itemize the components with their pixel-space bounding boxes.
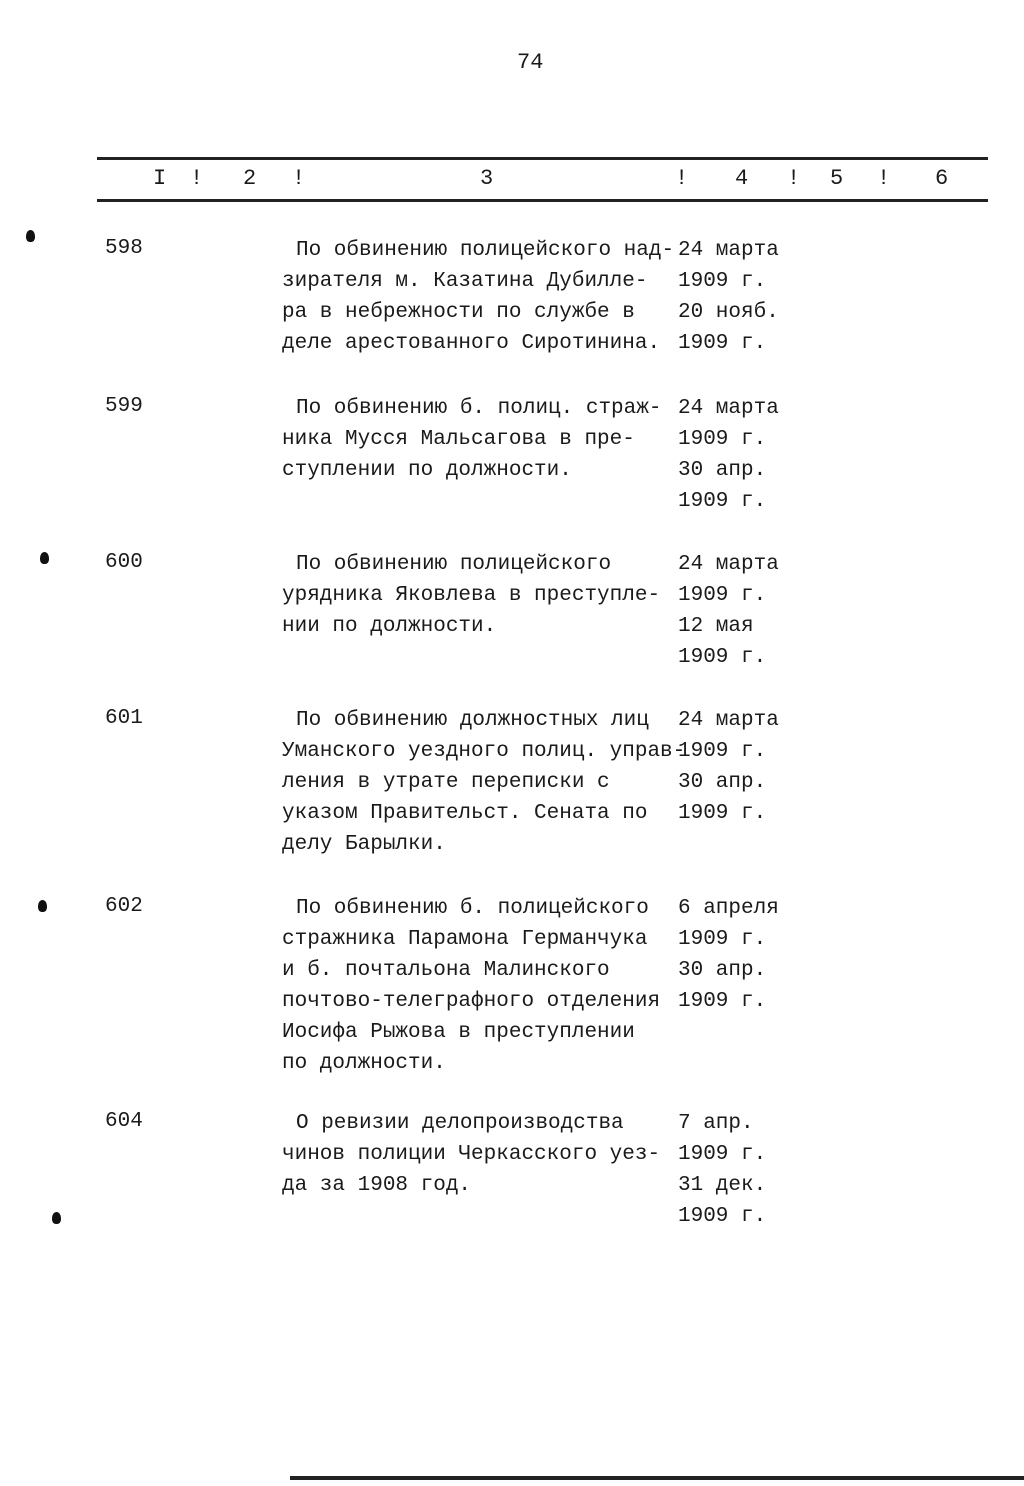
entry-description	[282, 893, 660, 1079]
date-line: 24 марта	[678, 397, 779, 420]
punch-hole-mark	[52, 1212, 61, 1224]
entry-number: 604	[105, 1110, 143, 1133]
entry-dates	[678, 1108, 766, 1232]
description-line: По обвинению полицейского	[296, 553, 612, 576]
entry-description	[282, 393, 661, 486]
date-line: 1909 г.	[678, 802, 767, 825]
punch-hole-mark	[40, 552, 49, 564]
entry-dates	[678, 393, 779, 517]
date-line: 30 апр.	[678, 771, 767, 794]
date-line: 6 апреля	[678, 897, 779, 920]
description-line: зирателя м. Казатина Дубилле-	[282, 270, 648, 293]
entry-dates	[678, 549, 779, 673]
description-line: указом Правительст. Сената по	[282, 802, 648, 825]
column-header: 5	[830, 166, 844, 191]
date-line: 1909 г.	[678, 270, 767, 293]
description-line: нии по должности.	[282, 615, 497, 638]
description-line: да за 1908 год.	[282, 1174, 472, 1197]
date-line: 1909 г.	[678, 428, 767, 451]
column-header: 2	[243, 166, 257, 191]
entry-dates	[678, 705, 779, 829]
header-bottom-rule	[97, 199, 988, 202]
date-line: 1909 г.	[678, 1143, 767, 1166]
description-line: О ревизии делопроизводства	[296, 1112, 624, 1135]
entry-description	[282, 705, 685, 860]
entry-number: 598	[105, 237, 143, 260]
date-line: 1909 г.	[678, 990, 767, 1013]
date-line: 24 марта	[678, 709, 779, 732]
date-line: 24 марта	[678, 239, 779, 262]
date-line: 12 мая	[678, 615, 754, 638]
column-separator: !	[292, 166, 306, 191]
page-number: 74	[517, 50, 544, 75]
date-line: 1909 г.	[678, 928, 767, 951]
header-top-rule	[97, 157, 988, 160]
date-line: 31 дек.	[678, 1174, 767, 1197]
description-line: По обвинению полицейского над-	[296, 239, 675, 262]
description-line: Уманского уездного полиц. управ-	[282, 740, 686, 763]
description-line: По обвинению б. полицейского	[296, 897, 649, 920]
description-line: Иосифа Рыжова в преступлении	[282, 1021, 635, 1044]
column-separator: !	[877, 166, 891, 191]
punch-hole-mark	[38, 900, 47, 912]
date-line: 24 марта	[678, 553, 779, 576]
description-line: ника Мусся Мальсагова в пре-	[282, 428, 635, 451]
description-line: по должности.	[282, 1052, 446, 1075]
date-line: 1909 г.	[678, 646, 767, 669]
date-line: 30 апр.	[678, 459, 767, 482]
description-line: делу Барылки.	[282, 833, 446, 856]
date-line: 7 апр.	[678, 1112, 754, 1135]
date-line: 1909 г.	[678, 584, 767, 607]
entry-description	[282, 235, 674, 359]
date-line: 1909 г.	[678, 490, 767, 513]
description-line: почтово-телеграфного отделения	[282, 990, 661, 1013]
description-line: деле арестованного Сиротинина.	[282, 332, 661, 355]
description-line: По обвинению должностных лиц	[296, 709, 649, 732]
column-header: 6	[935, 166, 949, 191]
entry-description	[282, 549, 660, 642]
description-line: ра в небрежности по службе в	[282, 301, 635, 324]
description-line: По обвинению б. полиц. страж-	[296, 397, 662, 420]
description-line: стражника Парамона Германчука	[282, 928, 648, 951]
date-line: 30 апр.	[678, 959, 767, 982]
column-separator: !	[675, 166, 689, 191]
entry-dates	[678, 235, 779, 359]
entry-description	[282, 1108, 660, 1201]
description-line: чинов полиции Черкасского уез-	[282, 1143, 661, 1166]
date-line: 1909 г.	[678, 1205, 767, 1228]
entry-dates	[678, 893, 779, 1017]
entry-number: 600	[105, 551, 143, 574]
bottom-edge-rule	[290, 1476, 1024, 1480]
punch-hole-mark	[26, 230, 35, 242]
column-header: I	[153, 166, 167, 191]
date-line: 1909 г.	[678, 740, 767, 763]
entry-number: 602	[105, 895, 143, 918]
description-line: ступлении по должности.	[282, 459, 572, 482]
column-separator: !	[190, 166, 204, 191]
column-header: 3	[480, 166, 494, 191]
description-line: и б. почтальона Малинского	[282, 959, 610, 982]
description-line: ления в утрате переписки с	[282, 771, 610, 794]
description-line: урядника Яковлева в преступле-	[282, 584, 661, 607]
entry-number: 599	[105, 395, 143, 418]
entry-number: 601	[105, 707, 143, 730]
column-separator: !	[787, 166, 801, 191]
column-header: 4	[735, 166, 749, 191]
date-line: 20 нояб.	[678, 301, 779, 324]
date-line: 1909 г.	[678, 332, 767, 355]
